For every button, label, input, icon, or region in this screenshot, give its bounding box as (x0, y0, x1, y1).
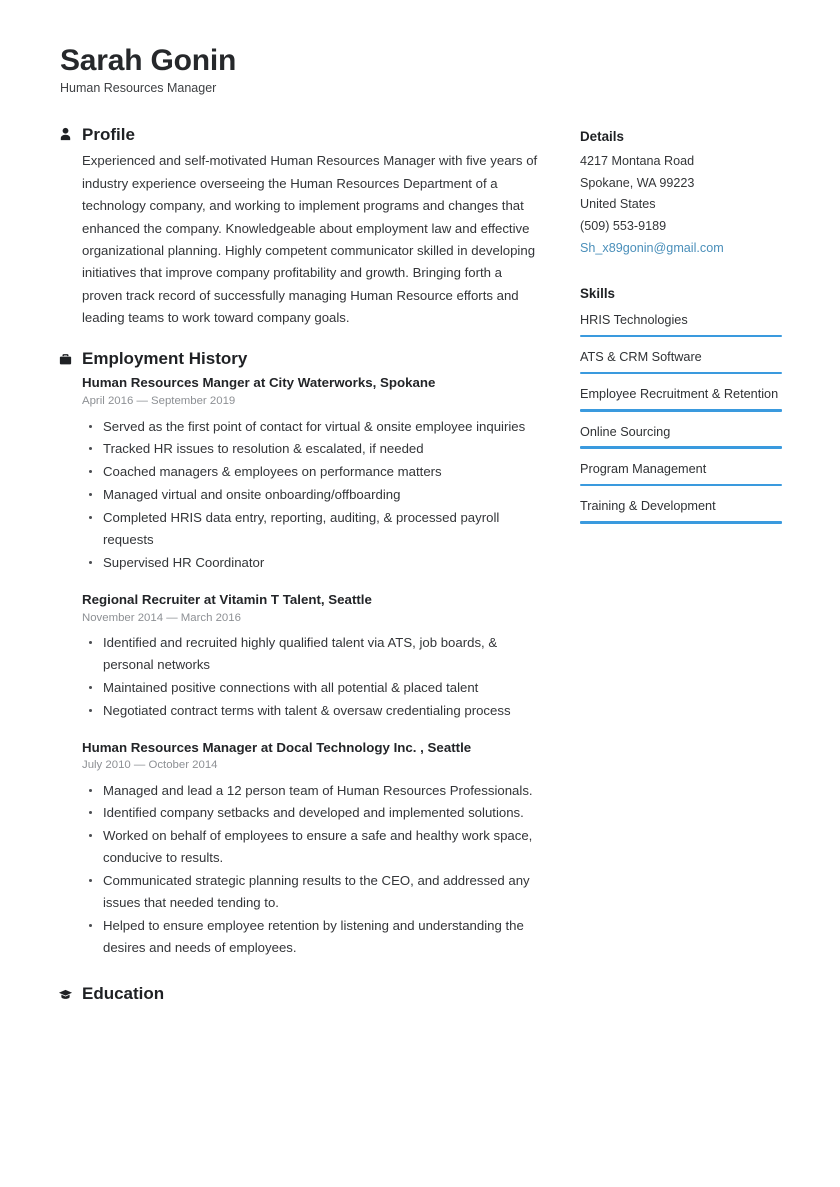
job-bullet: Tracked HR issues to resolution & escalated, if needed (82, 438, 540, 460)
job-bullet: Worked on behalf of employees to ensure a safe and healthy work space, conducive to results. (82, 825, 540, 869)
briefcase-icon (58, 352, 73, 367)
job-bullet: Managed and lead a 12 person team of Human Resources Professionals. (82, 780, 540, 802)
main-column (58, 126, 540, 1024)
job-bullet: Identified company setbacks and developed and implemented solutions. (82, 802, 540, 824)
detail-phone-line: (509) 553-9189 (580, 218, 667, 233)
job-bullet: Coached managers & employees on performance matters (82, 461, 540, 483)
detail-address-line: 4217 Montana Road (580, 154, 695, 169)
job-dates: November 2014 — March 2016 (82, 611, 241, 624)
education-section-header (58, 985, 540, 1004)
job-role: Regional Recruiter at Vitamin T Talent, Seattle (82, 591, 372, 607)
job-bullet: Supervised HR Coordinator (82, 552, 540, 574)
skill-level-bar (580, 521, 782, 524)
skill-item (580, 458, 782, 486)
graduation-cap-icon (58, 987, 73, 1002)
job-role: Human Resources Manager at Docal Technology Inc. , Seattle (82, 739, 472, 755)
skill-name: Training & Development (580, 499, 716, 514)
job-bullet: Maintained positive connections with all potential & placed talent (82, 677, 540, 699)
skill-item (580, 309, 782, 337)
detail-city-line: Spokane, WA 99223 (580, 175, 695, 190)
job-bullet: Completed HRIS data entry, reporting, auditing, & processed payroll requests (82, 507, 540, 551)
skill-name: HRIS Technologies (580, 312, 688, 327)
job-dates: July 2010 — October 2014 (82, 759, 218, 772)
skill-item (580, 421, 782, 449)
skill-name: Online Sourcing (580, 424, 671, 439)
profile-section-header (58, 126, 540, 145)
skill-item (580, 495, 782, 523)
sidebar-column (580, 126, 782, 550)
skill-level-bar (580, 409, 782, 412)
details-block (580, 128, 782, 260)
candidate-name: Sarah Gonin (60, 44, 237, 77)
job-role: Human Resources Manger at City Waterworks, Spokane (82, 375, 436, 391)
employment-section-header (58, 350, 540, 369)
skill-level-bar (580, 446, 782, 449)
person-icon (58, 127, 73, 142)
profile-section-title: Profile (82, 124, 135, 144)
skills-title: Skills (580, 286, 615, 302)
job-bullet: Negotiated contract terms with talent & oversaw credentialing process (82, 700, 540, 722)
job-dates: April 2016 — September 2019 (82, 395, 236, 408)
resume-columns (58, 126, 784, 1024)
profile-section (58, 126, 540, 330)
employment-section-title: Employment History (82, 348, 248, 368)
detail-email-link[interactable]: Sh_x89gonin@gmail.com (580, 240, 724, 255)
skill-item (580, 383, 782, 411)
skill-level-bar (580, 484, 782, 487)
job-bullets (82, 632, 540, 722)
detail-country-line: United States (580, 197, 656, 212)
job-bullet: Helped to ensure employee retention by listening and understanding the desires and needs of employees. (82, 915, 540, 959)
job-entry (82, 739, 540, 959)
skill-name: ATS & CRM Software (580, 350, 702, 365)
job-bullet: Communicated strategic planning results to the CEO, and addressed any issues that needed tending to. (82, 870, 540, 914)
skills-block (580, 285, 782, 523)
skill-item (580, 346, 782, 374)
skill-level-bar (580, 372, 782, 375)
profile-text: Experienced and self-motivated Human Resources Manager with five years of industry experience overseeing the Human Resources Department of a technology company, and working to implement programs and changes that enhanced the company. Knowledgeable about employment law and effective organizational planning. Highly competent communicator skilled in developing initiatives that improve company profitability and growth. Bringing forth a proven track record of successfully managing Human Resource efforts and leading teams to work toward company goals. (82, 153, 538, 326)
job-bullet: Identified and recruited highly qualified talent via ATS, job boards, & personal networks (82, 632, 540, 676)
job-list (82, 374, 540, 958)
employment-section (58, 350, 540, 959)
skill-name: Program Management (580, 461, 707, 476)
details-title: Details (580, 128, 624, 144)
job-entry (82, 374, 540, 573)
candidate-job-title: Human Resources Manager (60, 80, 217, 95)
education-section-title: Education (82, 983, 165, 1003)
job-bullet: Served as the first point of contact for virtual & onsite employee inquiries (82, 416, 540, 438)
resume-header (58, 44, 784, 96)
skill-level-bar (580, 335, 782, 338)
education-section (58, 985, 540, 1004)
job-bullets (82, 780, 540, 959)
job-bullets (82, 416, 540, 574)
job-entry (82, 591, 540, 722)
job-bullet: Managed virtual and onsite onboarding/offboarding (82, 484, 540, 506)
skill-name: Employee Recruitment & Retention (580, 387, 779, 402)
